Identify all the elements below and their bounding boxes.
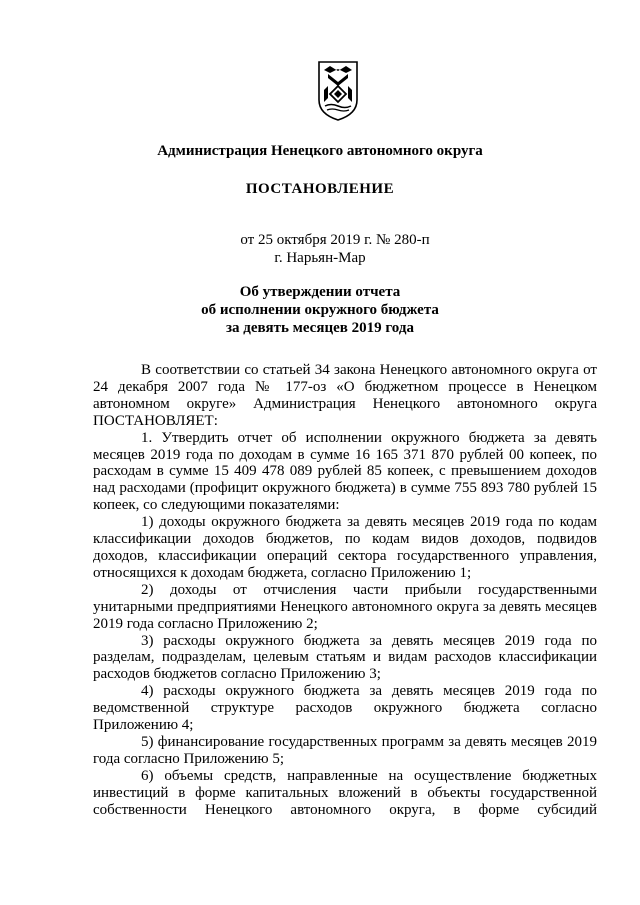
- subitem-2-paragraph: 2) доходы от отчисления части прибыли государственными унитарными предприятиями Ненецкого автономного округа за девять месяцев 2019 года согласно Приложению 2;: [93, 581, 597, 632]
- document-title-line-1: Об утверждении отчета: [239, 284, 401, 300]
- document-body: [93, 362, 597, 818]
- document-date-number: от 25 октября 2019 г. № 280-п: [240, 232, 430, 248]
- organization-name: Администрация Ненецкого автономного округа: [157, 143, 483, 159]
- coat-of-arms-emblem: [316, 60, 360, 122]
- document-title-line-2: об исполнении окружного бюджета: [201, 302, 439, 318]
- item-1-paragraph: 1. Утвердить отчет об исполнении окружного бюджета за девять месяцев 2019 года по доходам в сумме 16 165 371 870 рублей 00 копеек, по расходам в сумме 15 409 478 089 рублей 85 копеек, с превышением доходов над расходами (профицит окружного бюджета) в сумме 755 893 780 рублей 15 копеек, со следующими показателями:: [93, 429, 597, 514]
- subitem-6-paragraph: 6) объемы средств, направленные на осуществление бюджетных инвестиций в форме капитальных вложений в объекты государственной собственности Ненецкого автономного округа, в форме субсидий: [93, 767, 597, 818]
- intro-paragraph: В соответствии со статьей 34 закона Ненецкого автономного округа от 24 декабря 2007 года № 177-оз «О бюджетном процессе в Ненецком автономном округе» Администрация Ненецкого автономного округа ПОСТАНОВЛЯЕТ:: [93, 362, 597, 429]
- subitem-3-paragraph: 3) расходы окружного бюджета за девять месяцев 2019 года по разделам, подразделам, целевым статьям и видам расходов классификации расходов бюджетов согласно Приложению 3;: [93, 632, 597, 683]
- document-title-line-3: за девять месяцев 2019 года: [226, 320, 414, 336]
- subitem-5-paragraph: 5) финансирование государственных программ за девять месяцев 2019 года согласно Приложению 5;: [93, 733, 597, 767]
- subitem-4-paragraph: 4) расходы окружного бюджета за девять месяцев 2019 года по ведомственной структуре расходов окружного бюджета согласно Приложению 4;: [93, 683, 597, 734]
- subitem-1-paragraph: 1) доходы окружного бюджета за девять месяцев 2019 года по кодам классификации доходов бюджетов, по кодам видов доходов, подвидов доходов, классификации операций сектора государственного управления, относящихся к доходам бюджета, согласно Приложению 1;: [93, 514, 597, 581]
- document-type: ПОСТАНОВЛЕНИЕ: [245, 181, 395, 197]
- document-place: г. Нарьян-Мар: [274, 250, 366, 266]
